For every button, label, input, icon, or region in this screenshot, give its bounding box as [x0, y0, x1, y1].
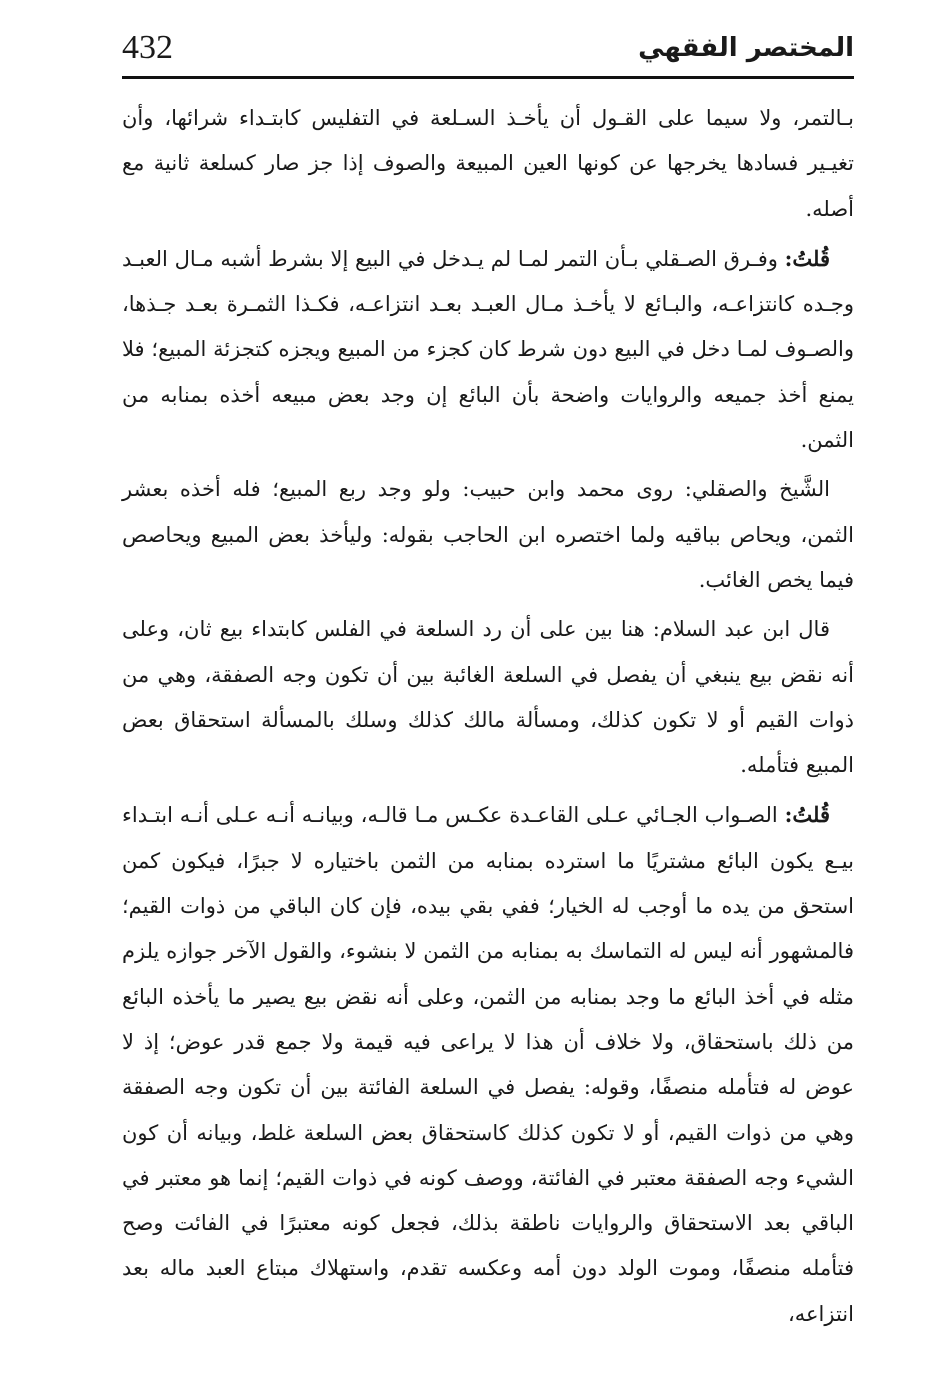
paragraph-lead: قُلتُ:: [784, 245, 830, 271]
paragraph-text: قال ابن عبد السلام: هنا بين على أن رد السلعة في الفلس كابتداء بيع ثان، وعلى أنه نقض بيع ينبغي أن يفصل في السلعة الغائبة بين أن تكون وجه الصفقة، وهي من ذوات القيم أو لا تكون كذلك، ومسألة مالك كذلك وسلك بالمسألة استحقاق بعض المبيع فتأمله.: [122, 617, 854, 778]
paragraph: [122, 96, 854, 232]
running-title: المختصر الفقهي: [638, 33, 854, 63]
paragraph: [122, 467, 854, 603]
paragraph: [122, 607, 854, 788]
header-divider: [122, 76, 854, 79]
paragraph-text: وفـرق الصـقلي بـأن التمر لمـا لم يـدخل في البيع إلا بشرط أشبه مـال العبـد وجـده كانتزاعـه، والبـائع لا يأخـذ مـال العبـد بعـد انتزاعـه، فكـذا الثمـرة بعـد جـذها، والصـوف لمـا دخل في البيع دون شرط كان كجزء من المبيع ويجزه كتجزئة المبيع؛ فلا يمنع أخذ جميعه والروايات واضحة بأن البائع إن وجد بعض مبيعه أخذه بمنابه من الثمن.: [122, 246, 854, 453]
paragraph: [122, 236, 854, 463]
paragraph-text: الصـواب الجـائي عـلى القاعـدة عكـس مـا قالـه، وبيانـه أنـه عـلى أنـه ابتـداء بيـع يكون البائع مشتريًا ما استرده بمنابه من الثمن باختياره لا جبرًا، فيكون كمن استحق من يده ما أوجب له الخيار؛ ففي بقي بيده، فإن كان الباقي من ذوات القيم؛ فالمشهور أنه ليس له التماسك به بمنابه من الثمن لا بنشوء، والقول الآخر جوازه يلزم مثله في أخذ البائع ما وجد بمنابه من الثمن، وعلى أنه نقض بيع يصير ما يأخذه البائع من ذلك باستحقاق، ولا خلاف أن هذا لا يراعى فيه قيمة ولا جمع قدر عوض؛ إذ لا عوض له فتأمله منصفًا، وقوله: يفصل في السلعة الفائتة بين أن تكون وجه الصفقة وهي من ذوات القيم، أو لا تكون كذلك كاستحقاق بعض السلعة غلط، وبيانه أن كون الشيء وجه الصفقة معتبر في الفائتة، ووصف كونه في ذوات القيم؛ إنما هو معتبر في الباقي بعد الاستحقاق والروايات ناطقة بذلك، فجعل كونه معتبرًا في الفائت وصح فتأمله منصفًا، وموت الولد دون أمه وعكسه تقدم، واستهلاك مبتاع العبد ماله بعد انتزاعه،: [122, 803, 854, 1326]
paragraph: [122, 792, 854, 1337]
page-body: [122, 96, 854, 1341]
page-header: [122, 28, 854, 72]
page-number: 432: [122, 29, 173, 66]
paragraph-text: الشَّيخ والصقلي: روى محمد وابن حبيب: ولو وجد ربع المبيع؛ فله أخذه بعشر الثمن، ويحاص بباقيه ولما اختصره ابن الحاجب بقوله: وليأخذ بعض المبيع ويحاصص فيما يخص الغائب.: [122, 477, 854, 592]
paragraph-lead: قُلتُ:: [784, 802, 830, 828]
paragraph-text: بـالتمر، ولا سيما على القـول أن يأخـذ السـلعة في التفليس كابتـداء شرائها، وأن تغيـير فسادها يخرجها عن كونها العين المبيعة والصوف إذا جز صار كسلعة ثانية مع أصله.: [122, 106, 854, 221]
